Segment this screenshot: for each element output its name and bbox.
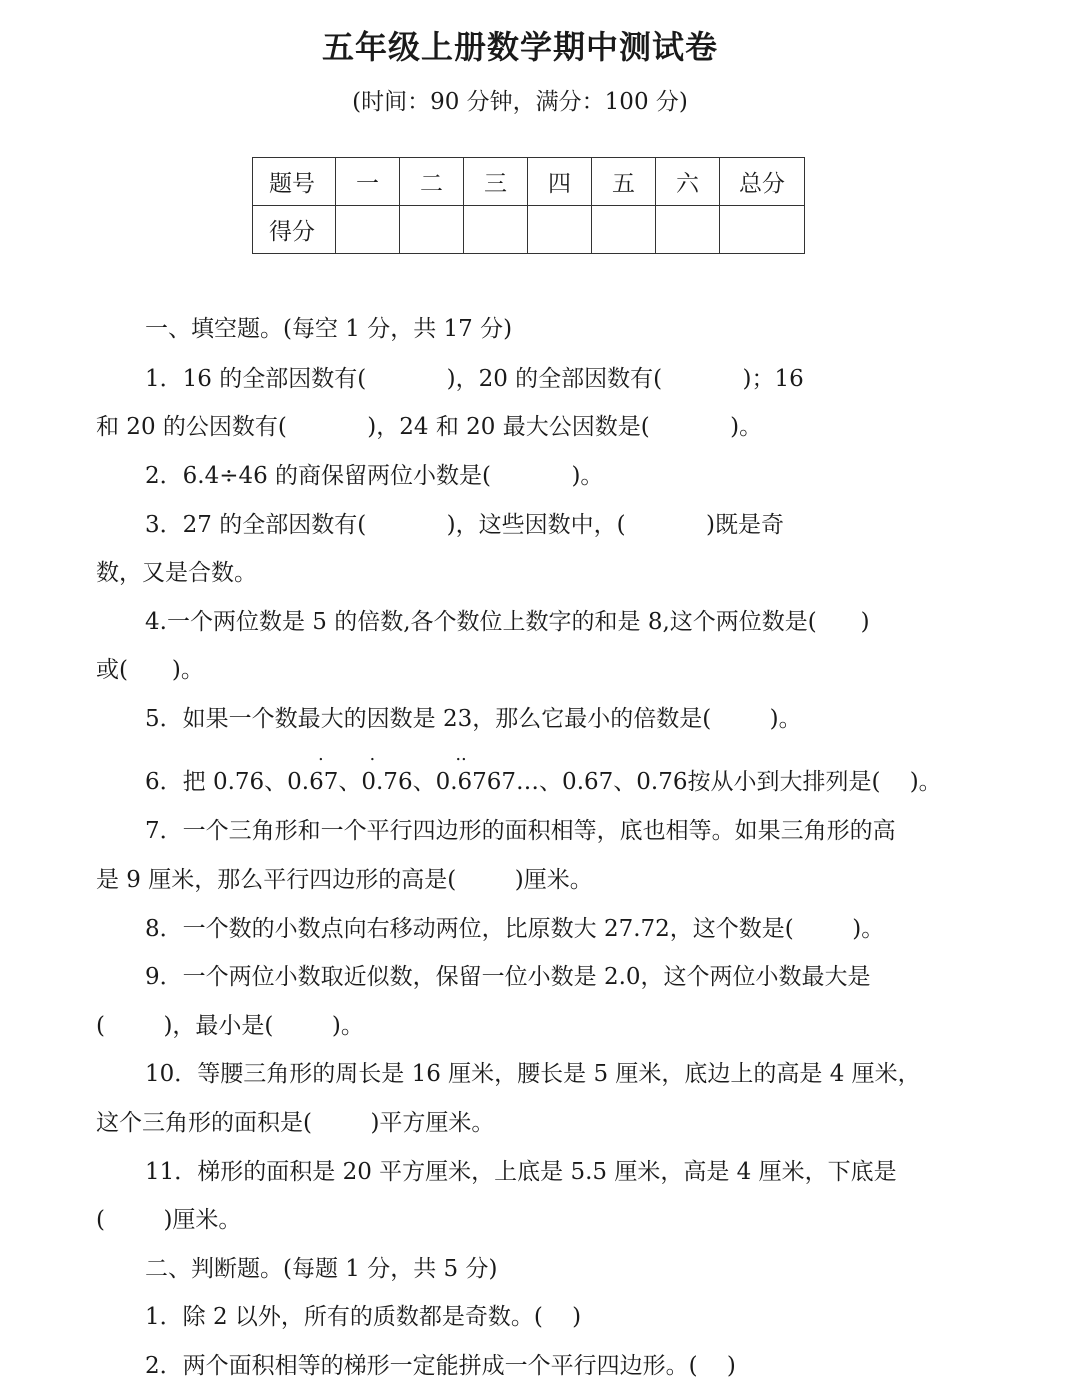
question-6: 6．把 0.76、0.67、0.76、0.6767…、0.67、0.76按从小到大排列是( )。: [145, 769, 942, 795]
question-1-line2: 和 20 的公因数有( )，24 和 20 最大公因数是( )。: [96, 414, 763, 440]
score-table-cell: 三: [464, 158, 528, 206]
question-5: 5．如果一个数最大的因数是 23，那么它最小的倍数是( )。: [145, 706, 802, 732]
section2-heading: 二、判断题。(每题 1 分，共 5 分): [145, 1256, 498, 1282]
score-table-cell: 六: [656, 158, 720, 206]
section1-heading: 一、填空题。(每空 1 分，共 17 分): [145, 316, 513, 342]
exam-subtitle: (时间：90 分钟，满分：100 分): [352, 89, 688, 115]
question-3-line1: 3．27 的全部因数有( )，这些因数中，( )既是奇: [145, 512, 784, 538]
score-table-cell: 二: [400, 158, 464, 206]
question-4-line1: 4.一个两位数是 5 的倍数,各个数位上数字的和是 8,这个两位数是( ): [145, 609, 870, 635]
question-9-line2: ( )，最小是( )。: [96, 1013, 364, 1039]
score-table-cell: 得分: [253, 206, 336, 254]
score-table-score-row: [253, 206, 805, 254]
score-table-cell: 题号: [253, 158, 336, 206]
question-8: 8．一个数的小数点向右移动两位，比原数大 27.72，这个数是( )。: [145, 916, 885, 942]
question-11-line2: ( )厘米。: [96, 1207, 242, 1233]
score-input-cell[interactable]: [400, 206, 464, 254]
question-10-line1: 10．等腰三角形的周长是 16 厘米，腰长是 5 厘米，底边上的高是 4 厘米，: [145, 1061, 921, 1087]
score-table-cell: 四: [528, 158, 592, 206]
question-2: 2．6.4÷46 的商保留两位小数是( )。: [145, 463, 604, 489]
question-3-line2: 数，又是合数。: [96, 560, 257, 586]
question-1-line1: 1．16 的全部因数有( )，20 的全部因数有( )；16: [145, 366, 804, 392]
question-7-line1: 7．一个三角形和一个平行四边形的面积相等，底也相等。如果三角形的高: [145, 818, 896, 844]
judge-question-2: 2．两个面积相等的梯形一定能拼成一个平行四边形。( ): [145, 1353, 736, 1379]
question-7-line2: 是 9 厘米，那么平行四边形的高是( )厘米。: [96, 867, 593, 893]
question-10-line2: 这个三角形的面积是( )平方厘米。: [96, 1110, 495, 1136]
score-input-cell[interactable]: [656, 206, 720, 254]
score-table-cell: 五: [592, 158, 656, 206]
score-table-cell: 总分: [720, 158, 805, 206]
repeating-decimal-dots: . . ..: [318, 744, 467, 765]
score-input-cell[interactable]: [336, 206, 400, 254]
exam-title: 五年级上册数学期中测试卷: [321, 28, 718, 66]
score-input-cell[interactable]: [464, 206, 528, 254]
question-11-line1: 11．梯形的面积是 20 平方厘米，上底是 5.5 厘米，高是 4 厘米，下底是: [145, 1159, 897, 1185]
judge-question-1: 1．除 2 以外，所有的质数都是奇数。( ): [145, 1304, 582, 1330]
score-table-cell: 一: [336, 158, 400, 206]
score-input-cell[interactable]: [720, 206, 805, 254]
score-input-cell[interactable]: [528, 206, 592, 254]
score-table-header-row: [253, 158, 805, 206]
question-4-line2: 或( )。: [96, 657, 204, 683]
score-input-cell[interactable]: [592, 206, 656, 254]
question-9-line1: 9．一个两位小数取近似数，保留一位小数是 2.0，这个两位小数最大是: [145, 964, 871, 990]
score-table: [252, 157, 805, 254]
